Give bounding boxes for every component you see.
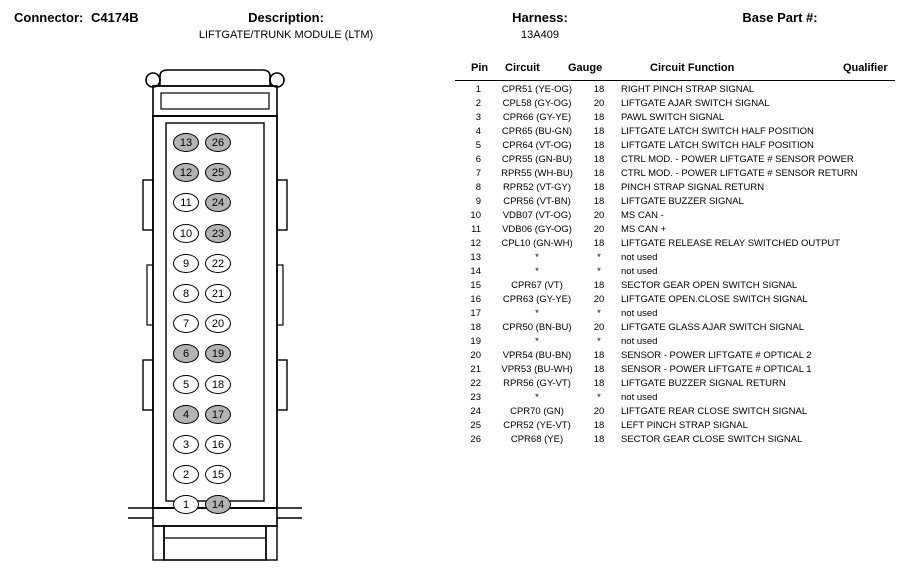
table-row bbox=[455, 168, 895, 182]
cell-gauge: 18 bbox=[593, 280, 605, 291]
cell-circuit: CPL10 (GN-WH) bbox=[501, 238, 573, 249]
connector-value: C4174B bbox=[90, 10, 139, 25]
cell-pin: 8 bbox=[475, 182, 481, 193]
pin-7[interactable]: 7 bbox=[173, 314, 199, 333]
cell-pin: 1 bbox=[475, 84, 481, 95]
description-header bbox=[186, 10, 386, 41]
cell-function: PAWL SWITCH SIGNAL bbox=[621, 112, 725, 123]
cell-gauge: 18 bbox=[593, 168, 605, 179]
pin-17[interactable]: 17 bbox=[205, 405, 231, 424]
pin-4[interactable]: 4 bbox=[173, 405, 199, 424]
table-row bbox=[455, 406, 895, 420]
cell-gauge: * bbox=[597, 308, 601, 319]
cell-gauge: 18 bbox=[593, 350, 605, 361]
cell-gauge: * bbox=[597, 336, 601, 347]
column-header-gauge: Gauge bbox=[568, 62, 603, 74]
cell-pin: 7 bbox=[475, 168, 481, 179]
cell-circuit: CPR63 (GY-YE) bbox=[502, 294, 572, 305]
harness-header bbox=[480, 10, 600, 41]
cell-pin: 13 bbox=[470, 252, 481, 263]
cell-circuit: CPR65 (BU-GN) bbox=[501, 126, 573, 137]
table-header-divider bbox=[455, 80, 895, 81]
pin-1[interactable]: 1 bbox=[173, 495, 199, 514]
cell-circuit: CPR50 (BN-BU) bbox=[502, 322, 572, 333]
cell-function: not used bbox=[621, 266, 658, 277]
cell-gauge: 18 bbox=[593, 196, 605, 207]
cell-function: not used bbox=[621, 252, 658, 263]
cell-function: SECTOR GEAR OPEN SWITCH SIGNAL bbox=[621, 280, 798, 291]
cell-pin: 10 bbox=[470, 210, 481, 221]
cell-circuit: * bbox=[535, 308, 539, 319]
cell-circuit: * bbox=[535, 392, 539, 403]
cell-circuit: VPR54 (BU-BN) bbox=[502, 350, 572, 361]
pin-13[interactable]: 13 bbox=[173, 133, 199, 152]
cell-function: LIFTGATE AJAR SWITCH SIGNAL bbox=[621, 98, 770, 109]
table-row bbox=[455, 434, 895, 448]
cell-gauge: 18 bbox=[593, 238, 605, 249]
cell-function: MS CAN - bbox=[621, 210, 664, 221]
table-row bbox=[455, 294, 895, 308]
pin-12[interactable]: 12 bbox=[173, 163, 199, 182]
table-row bbox=[455, 336, 895, 350]
cell-circuit: RPR55 (WH-BU) bbox=[501, 168, 573, 179]
pin-16[interactable]: 16 bbox=[205, 435, 231, 454]
pin-18[interactable]: 18 bbox=[205, 375, 231, 394]
cell-circuit: CPR66 (GY-YE) bbox=[502, 112, 572, 123]
table-row bbox=[455, 112, 895, 126]
cell-gauge: 18 bbox=[593, 112, 605, 123]
harness-label: Harness: bbox=[512, 10, 568, 25]
cell-circuit: CPR64 (VT-OG) bbox=[502, 140, 572, 151]
description-label: Description: bbox=[248, 10, 324, 25]
cell-circuit: VDB07 (VT-OG) bbox=[502, 210, 572, 221]
table-row bbox=[455, 238, 895, 252]
table-row bbox=[455, 224, 895, 238]
cell-gauge: 18 bbox=[593, 182, 605, 193]
table-row bbox=[455, 280, 895, 294]
cell-function: MS CAN + bbox=[621, 224, 667, 235]
table-body bbox=[455, 84, 895, 448]
cell-pin: 5 bbox=[475, 140, 481, 151]
cell-gauge: 20 bbox=[593, 224, 605, 235]
connector-header bbox=[14, 10, 139, 25]
cell-pin: 23 bbox=[470, 392, 481, 403]
cell-function: PINCH STRAP SIGNAL RETURN bbox=[621, 182, 765, 193]
table-header-row bbox=[455, 62, 895, 80]
cell-gauge: 18 bbox=[593, 364, 605, 375]
pinout-table bbox=[455, 62, 895, 448]
cell-circuit: CPR55 (GN-BU) bbox=[501, 154, 573, 165]
pin-5[interactable]: 5 bbox=[173, 375, 199, 394]
cell-pin: 15 bbox=[470, 280, 481, 291]
pin-10[interactable]: 10 bbox=[173, 224, 199, 243]
cell-gauge: 18 bbox=[593, 420, 605, 431]
table-row bbox=[455, 196, 895, 210]
cell-function: LIFTGATE LATCH SWITCH HALF POSITION bbox=[621, 140, 814, 151]
column-header-qualifier: Qualifier bbox=[843, 62, 888, 74]
cell-function: RIGHT PINCH STRAP SIGNAL bbox=[621, 84, 755, 95]
pin-26[interactable]: 26 bbox=[205, 133, 231, 152]
cell-circuit: CPR68 (YE) bbox=[510, 434, 564, 445]
pin-11[interactable]: 11 bbox=[173, 193, 199, 212]
cell-pin: 9 bbox=[475, 196, 481, 207]
pin-23[interactable]: 23 bbox=[205, 224, 231, 243]
cell-gauge: 18 bbox=[593, 434, 605, 445]
cell-pin: 18 bbox=[470, 322, 481, 333]
cell-function: LIFTGATE GLASS AJAR SWITCH SIGNAL bbox=[621, 322, 805, 333]
pin-20[interactable]: 20 bbox=[205, 314, 231, 333]
cell-circuit: CPR70 (GN) bbox=[510, 406, 564, 417]
table-row bbox=[455, 84, 895, 98]
basepart-label: Base Part #: bbox=[742, 10, 818, 25]
cell-circuit: * bbox=[535, 336, 539, 347]
cell-pin: 19 bbox=[470, 336, 481, 347]
cell-pin: 11 bbox=[471, 224, 481, 235]
table-row bbox=[455, 308, 895, 322]
cell-gauge: 20 bbox=[593, 294, 605, 305]
cell-pin: 24 bbox=[470, 406, 481, 417]
cell-gauge: 18 bbox=[593, 140, 605, 151]
cell-function: not used bbox=[621, 308, 658, 319]
cell-pin: 20 bbox=[470, 350, 481, 361]
cell-circuit: VPR53 (BU-WH) bbox=[501, 364, 573, 375]
harness-value: 13A409 bbox=[521, 29, 559, 41]
table-row bbox=[455, 182, 895, 196]
cell-pin: 3 bbox=[475, 112, 481, 123]
cell-pin: 4 bbox=[475, 126, 481, 137]
cell-function: LEFT PINCH STRAP SIGNAL bbox=[621, 420, 748, 431]
cell-gauge: 18 bbox=[593, 84, 605, 95]
cell-circuit: CPL58 (GY-OG) bbox=[502, 98, 572, 109]
cell-function: LIFTGATE BUZZER SIGNAL bbox=[621, 196, 744, 207]
cell-pin: 6 bbox=[475, 154, 481, 165]
cell-function: LIFTGATE BUZZER SIGNAL RETURN bbox=[621, 378, 786, 389]
cell-gauge: * bbox=[597, 266, 601, 277]
cell-pin: 12 bbox=[470, 238, 481, 249]
cell-circuit: * bbox=[535, 266, 539, 277]
table-row bbox=[455, 266, 895, 280]
cell-gauge: 20 bbox=[593, 98, 605, 109]
connector-diagram bbox=[120, 60, 340, 565]
cell-pin: 21 bbox=[470, 364, 481, 375]
cell-function: LIFTGATE RELEASE RELAY SWITCHED OUTPUT bbox=[621, 238, 841, 249]
cell-circuit: CPR56 (VT-BN) bbox=[503, 196, 571, 207]
table-row bbox=[455, 322, 895, 336]
cell-circuit: CPR52 (YE-VT) bbox=[503, 420, 571, 431]
cell-function: LIFTGATE LATCH SWITCH HALF POSITION bbox=[621, 126, 814, 137]
table-row bbox=[455, 210, 895, 224]
cell-function: SENSOR - POWER LIFTGATE # OPTICAL 2 bbox=[621, 350, 812, 361]
pin-8[interactable]: 8 bbox=[173, 284, 199, 303]
cell-gauge: * bbox=[597, 252, 601, 263]
table-row bbox=[455, 154, 895, 168]
cell-pin: 22 bbox=[470, 378, 481, 389]
pin-21[interactable]: 21 bbox=[205, 284, 231, 303]
cell-circuit: RPR56 (GY-VT) bbox=[503, 378, 571, 389]
basepart-header bbox=[700, 10, 860, 29]
cell-circuit: CPR51 (YE-OG) bbox=[501, 84, 573, 95]
cell-circuit: RPR52 (VT-GY) bbox=[502, 182, 572, 193]
cell-function: not used bbox=[621, 392, 658, 403]
cell-gauge: 20 bbox=[593, 322, 605, 333]
pin-19[interactable]: 19 bbox=[205, 344, 231, 363]
cell-pin: 26 bbox=[470, 434, 481, 445]
connector-outline-svg bbox=[120, 60, 340, 565]
cell-gauge: 20 bbox=[593, 406, 605, 417]
pin-25[interactable]: 25 bbox=[205, 163, 231, 182]
cell-pin: 2 bbox=[475, 98, 481, 109]
cell-circuit: * bbox=[535, 252, 539, 263]
cell-function: CTRL MOD. - POWER LIFTGATE # SENSOR POWER bbox=[621, 154, 854, 165]
cell-function: LIFTGATE REAR CLOSE SWITCH SIGNAL bbox=[621, 406, 808, 417]
cell-pin: 25 bbox=[470, 420, 481, 431]
cell-function: LIFTGATE OPEN.CLOSE SWITCH SIGNAL bbox=[621, 294, 808, 305]
table-row bbox=[455, 364, 895, 378]
pin-15[interactable]: 15 bbox=[205, 465, 231, 484]
cell-pin: 16 bbox=[470, 294, 481, 305]
pin-14[interactable]: 14 bbox=[205, 495, 231, 514]
pin-24[interactable]: 24 bbox=[205, 193, 231, 212]
table-row bbox=[455, 126, 895, 140]
pin-6[interactable]: 6 bbox=[173, 344, 199, 363]
table-row bbox=[455, 252, 895, 266]
table-row bbox=[455, 140, 895, 154]
description-value: LIFTGATE/TRUNK MODULE (LTM) bbox=[198, 29, 374, 41]
column-header-pin: Pin bbox=[471, 62, 489, 74]
cell-pin: 14 bbox=[470, 266, 481, 277]
cell-gauge: 18 bbox=[593, 378, 605, 389]
cell-gauge: 18 bbox=[593, 126, 605, 137]
table-row bbox=[455, 350, 895, 364]
table-row bbox=[455, 420, 895, 434]
cell-pin: 17 bbox=[470, 308, 481, 319]
column-header-circuit: Circuit bbox=[505, 62, 540, 74]
connector-label: Connector: bbox=[14, 10, 84, 25]
pin-22[interactable]: 22 bbox=[205, 254, 231, 273]
cell-gauge: 20 bbox=[593, 210, 605, 221]
cell-circuit: CPR67 (VT) bbox=[511, 280, 563, 291]
cell-function: SECTOR GEAR CLOSE SWITCH SIGNAL bbox=[621, 434, 803, 445]
cell-gauge: * bbox=[597, 392, 601, 403]
pin-9[interactable]: 9 bbox=[173, 254, 199, 273]
cell-function: CTRL MOD. - POWER LIFTGATE # SENSOR RETURN bbox=[621, 168, 858, 179]
cell-function: not used bbox=[621, 336, 658, 347]
column-header-function: Circuit Function bbox=[650, 62, 735, 74]
cell-circuit: VDB06 (GY-OG) bbox=[502, 224, 572, 235]
table-row bbox=[455, 392, 895, 406]
cell-function: SENSOR - POWER LIFTGATE # OPTICAL 1 bbox=[621, 364, 812, 375]
pin-2[interactable]: 2 bbox=[173, 465, 199, 484]
table-row bbox=[455, 98, 895, 112]
cell-gauge: 18 bbox=[593, 154, 605, 165]
pin-3[interactable]: 3 bbox=[173, 435, 199, 454]
table-row bbox=[455, 378, 895, 392]
